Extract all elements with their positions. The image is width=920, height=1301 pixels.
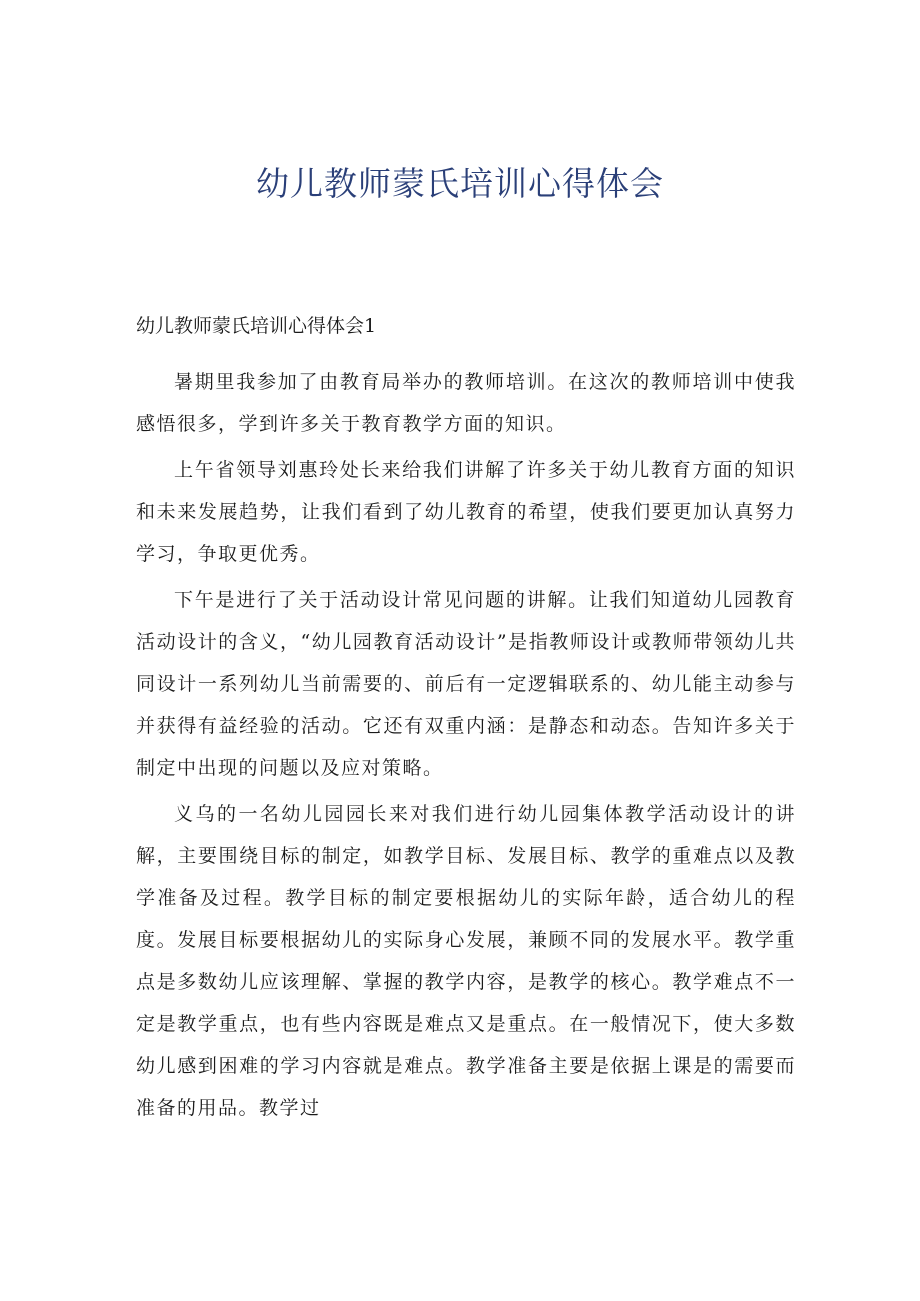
section-heading: 幼儿教师蒙氏培训心得体会1	[136, 315, 377, 337]
paragraph-2: 上午省领导刘惠玲处长来给我们讲解了许多关于幼儿教育方面的知识和未来发展趋势，让我们看到了幼儿教育的希望，使我们要更加认真努力学习，争取更优秀。	[136, 459, 796, 565]
document-body	[136, 305, 796, 1129]
paragraph-1: 暑期里我参加了由教育局举办的教师培训。在这次的教师培训中使我感悟很多，学到许多关于教育教学方面的知识。	[136, 371, 796, 435]
paragraph-4: 义乌的一名幼儿园园长来对我们进行幼儿园集体教学活动设计的讲解，主要围绕目标的制定，如教学目标、发展目标、教学的重难点以及教学准备及过程。教学目标的制定要根据幼儿的实际年龄，适合幼儿的程度。发展目标要根据幼儿的实际身心发展，兼顾不同的发展水平。教学重点是多数幼儿应该理解、掌握的教学内容，是教学的核心。教学难点不一定是教学重点，也有些内容既是难点又是重点。在一般情况下，使大多数幼儿感到困难的学习内容就是难点。教学准备主要是依据上课是的需要而准备的用品。教学过	[136, 803, 796, 1119]
document-title: 幼儿教师蒙氏培训心得体会	[256, 164, 664, 203]
paragraph-3: 下午是进行了关于活动设计常见问题的讲解。让我们知道幼儿园教育活动设计的含义，“幼儿园教育活动设计”是指教师设计或教师带领幼儿共同设计一系列幼儿当前需要的、前后有一定逻辑联系的、幼儿能主动参与并获得有益经验的活动。它还有双重内涵：是静态和动态。告知许多关于制定中出现的问题以及应对策略。	[136, 589, 796, 779]
